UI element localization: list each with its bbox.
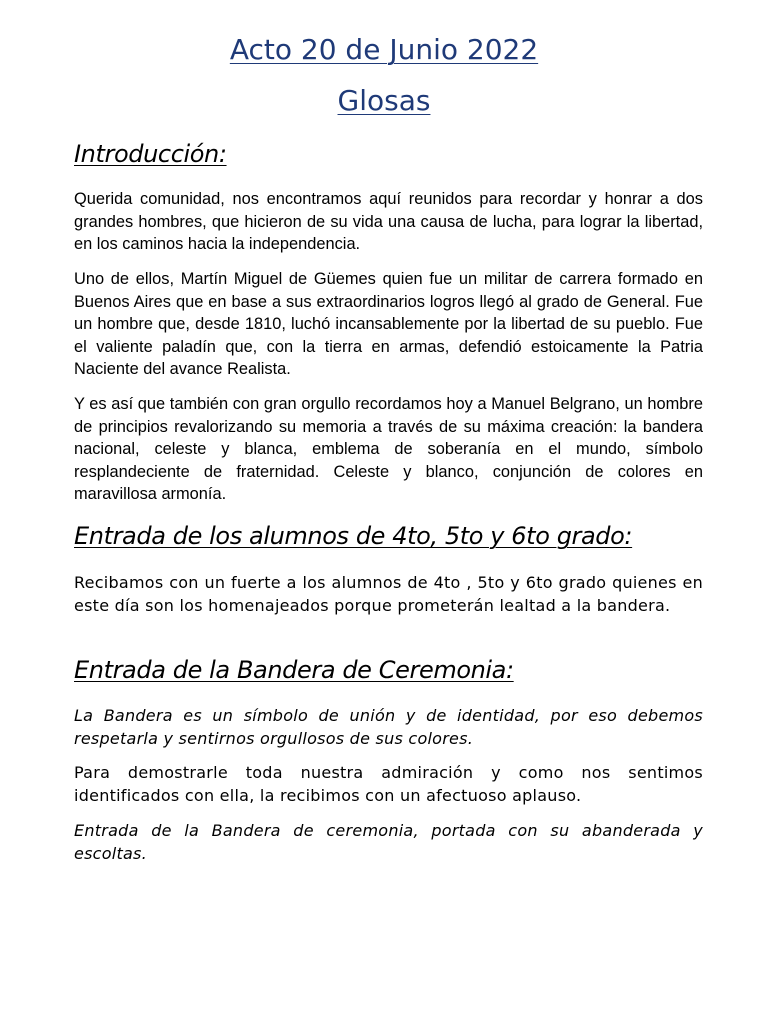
document-subtitle: Glosas <box>337 84 431 117</box>
bandera-paragraph-entrada: Entrada de la Bandera de ceremonia, portada con su abanderada y escoltas. <box>74 821 703 863</box>
bandera-paragraph-aplauso: Para demostrarle toda nuestra admiración y como nos sentimos identificados con ella, la recibimos con un afectuoso aplauso. <box>74 763 703 805</box>
intro-paragraph-guemes: Uno de ellos, Martín Miguel de Güemes quien fue un militar de carrera formado en Buenos Aires que en base a sus extraordinarios logros llegó al grado de General. Fue un hombre que, desde 1810, luchó incansablemente por la libertad de su pueblo. Fue el valiente paladín que, con la tierra en armas, defendió estoicamente la Patria Naciente del avance Realista. <box>74 270 703 378</box>
section-heading-entrada-bandera: Entrada de la Bandera de Ceremonia: <box>74 656 514 684</box>
intro-paragraph-1: Querida comunidad, nos encontramos aquí reunidos para recordar y honrar a dos grandes hombres, que hicieron de su vida una causa de lucha, para lograr la libertad, en los caminos hacia la independencia. <box>74 190 703 253</box>
intro-paragraph-belgrano: Y es así que también con gran orgullo recordamos hoy a Manuel Belgrano, un hombre de principios revalorizando su memoria a través de su máxima creación: la bandera nacional, celeste y blanca, emblema de soberanía en el mundo, símbolo resplandeciente de fraternidad. Celeste y blanco, conjunción de colores en maravillosa armonía. <box>74 395 703 503</box>
bandera-paragraph-simbolo: La Bandera es un símbolo de unión y de identidad, por eso debemos respetarla y sentirnos orgullosos de sus colores. <box>74 706 703 748</box>
entrada-alumnos-paragraph: Recibamos con un fuerte a los alumnos de 4to , 5to y 6to grado quienes en este día son los homenajeados porque prometerán lealtad a la bandera. <box>74 573 703 615</box>
section-heading-introduccion: Introducción: <box>74 140 227 168</box>
section-heading-entrada-alumnos: Entrada de los alumnos de 4to, 5to y 6to grado: <box>74 522 633 550</box>
document-title: Acto 20 de Junio 2022 <box>229 33 539 66</box>
